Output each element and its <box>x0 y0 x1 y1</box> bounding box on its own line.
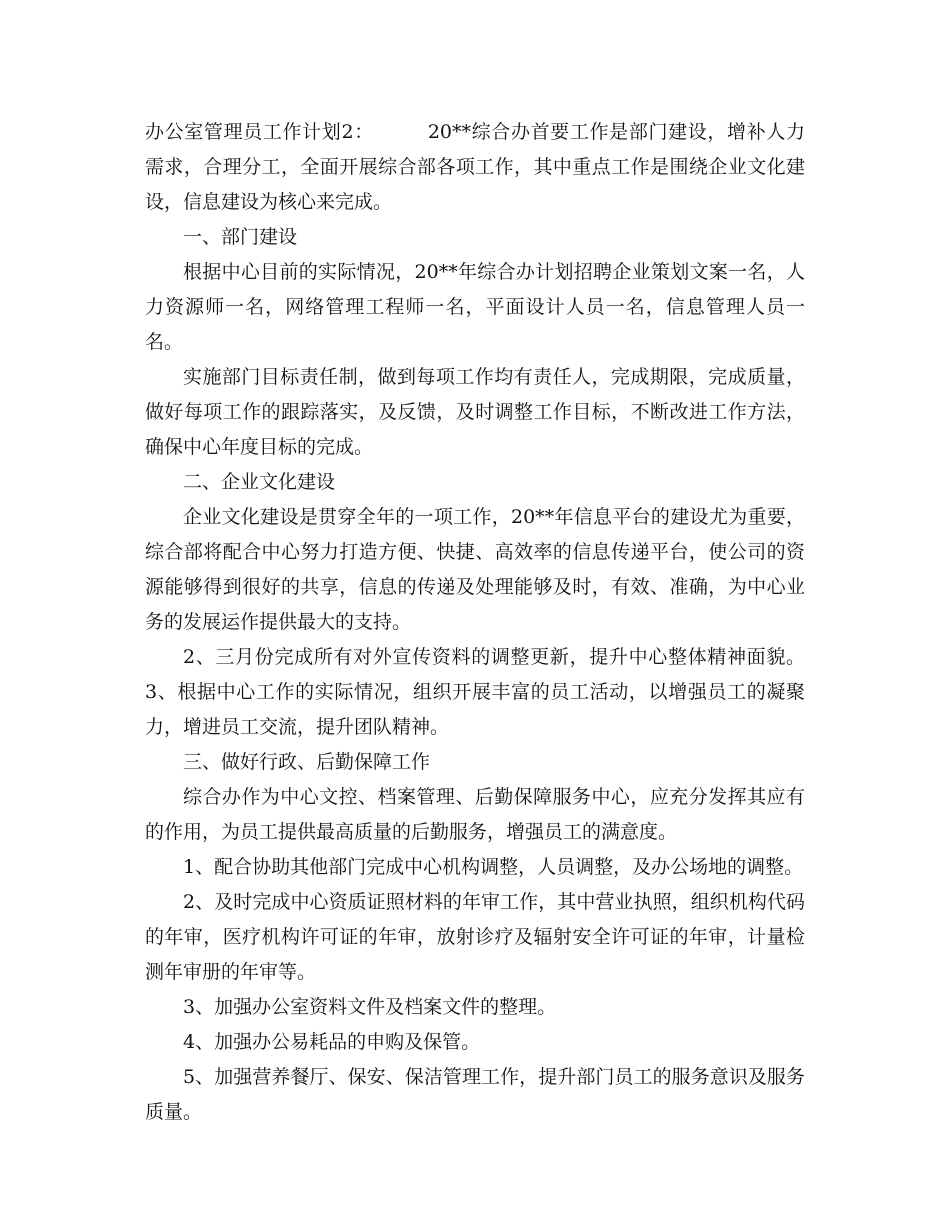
list-item: 5、加强营养餐厅、保安、保洁管理工作，提升部门员工的服务意识及服务质量。 <box>145 1066 805 1123</box>
intro-label: 办公室管理员工作计划2： <box>145 121 374 143</box>
section-heading-3: 三、做好行政、后勤保障工作 <box>183 751 431 773</box>
list-item: 4、加强办公易耗品的申购及保管。 <box>183 1031 481 1053</box>
paragraph: 根据中心目前的实际情况，20**年综合办计划招聘企业策划文案一名，人力资源师一名，网络管理工程师一名，平面设计人员一名，信息管理人员一名。 <box>145 261 805 353</box>
paragraph: 2、三月份完成所有对外宣传资料的调整更新，提升中心整体精神面貌。3、根据中心工作的实际情况，组织开展丰富的员工活动，以增强员工的凝聚力，增进员工交流，提升团队精神。 <box>145 646 805 738</box>
list-item: 1、配合协助其他部门完成中心机构调整，人员调整，及办公场地的调整。 <box>183 856 804 878</box>
paragraph: 综合办作为中心文控、档案管理、后勤保障服务中心，应充分发挥其应有的作用，为员工提供最高质量的后勤服务，增强员工的满意度。 <box>145 786 805 843</box>
intro-text: 20**综合办首要工作是部门建设，增补人力需求，合理分工，全面开展综合部各项工作，其中重点工作是围绕企业文化建设，信息建设为核心来完成。 <box>145 121 805 213</box>
intro-paragraph <box>145 115 805 220</box>
paragraph: 企业文化建设是贯穿全年的一项工作，20**年信息平台的建设尤为重要，综合部将配合中心努力打造方便、快捷、高效率的信息传递平台，使公司的资源能够得到很好的共享，信息的传递及处理能够及时，有效、准确，为中心业务的发展运作提供最大的支持。 <box>145 506 805 633</box>
section-heading-1: 一、部门建设 <box>183 226 298 248</box>
section-heading-2: 二、企业文化建设 <box>183 471 336 493</box>
list-item: 3、加强办公室资料文件及档案文件的整理。 <box>183 996 557 1018</box>
paragraph: 实施部门目标责任制，做到每项工作均有责任人，完成期限，完成质量，做好每项工作的跟踪落实，及反馈，及时调整工作目标，不断改进工作方法，确保中心年度目标的完成。 <box>145 366 805 458</box>
document-body <box>145 115 805 1130</box>
list-item: 2、及时完成中心资质证照材料的年审工作，其中营业执照，组织机构代码的年审，医疗机构许可证的年审，放射诊疗及辐射安全许可证的年审，计量检测年审册的年审等。 <box>145 891 805 983</box>
